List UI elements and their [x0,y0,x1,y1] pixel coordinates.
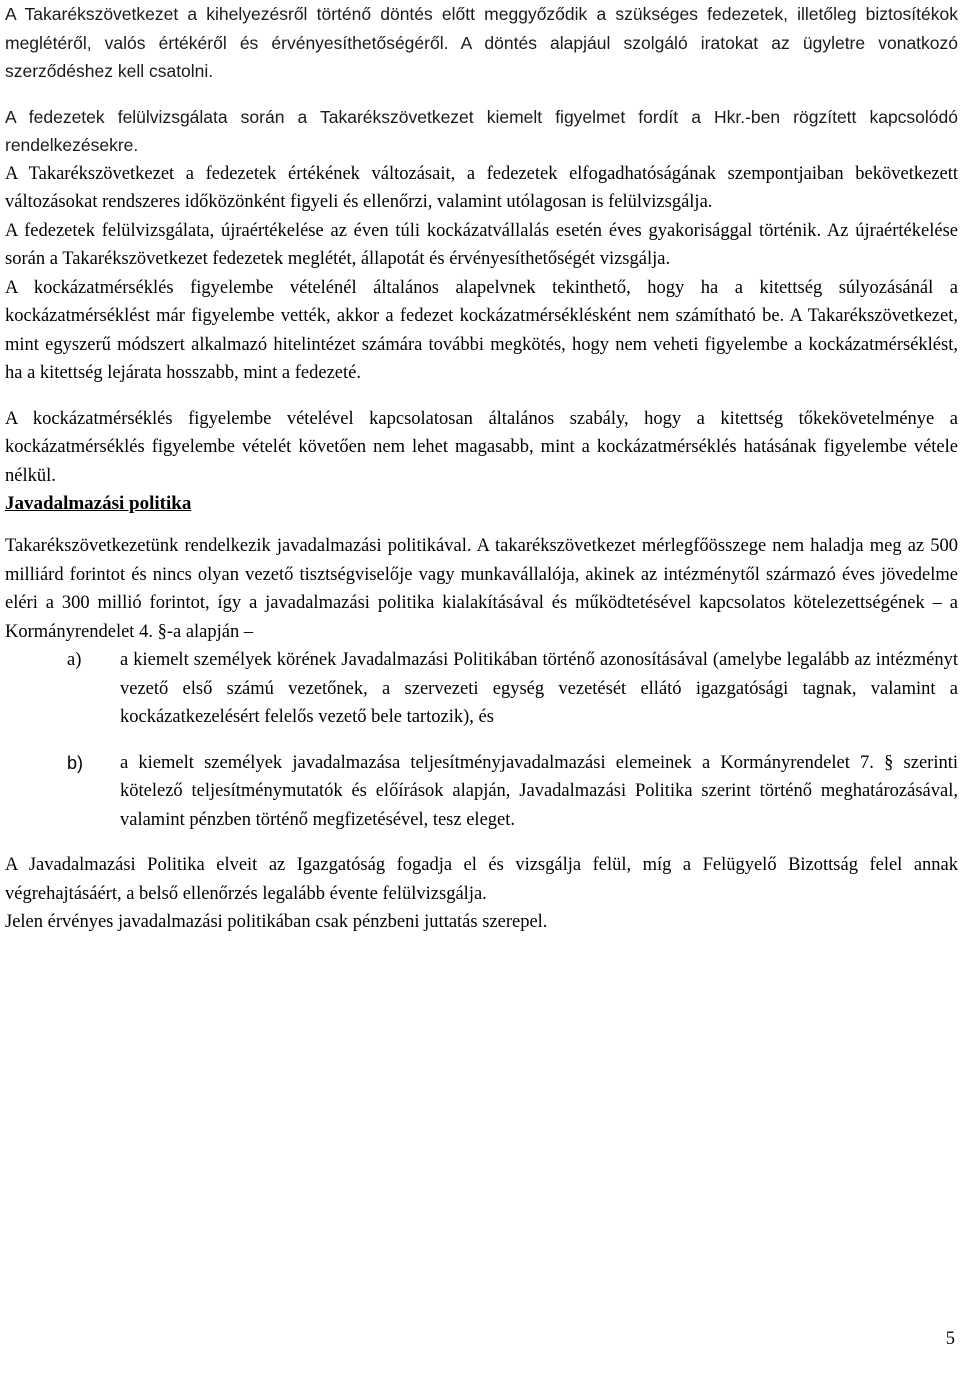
list-marker: b) [67,752,84,773]
list-item [5,749,958,835]
paragraph-capital-requirement-rule: A kockázatmérséklés figyelembe vételével kapcsolatosan általános szabály, hogy a kitettség tőkekövetelménye a kockázatmérséklés figyelembe vételét követően nem lehet magasabb, mint a kockázatmérséklés hatásának figyelembe vétele nélkül. [5,408,958,486]
list-item-text: a kiemelt személyek körének Javadalmazási Politikában történő azonosításával (amelybe legalább az intézményt vezető első számú vezetőnek, a szervezeti egység vezetését ellátó igazgatósági tagnak, valamint a kockázatkezelésért felelős vezető bele tartozik), és [120,650,958,727]
paragraph-remuneration-intro: Takarékszövetkezetünk rendelkezik javadalmazási politikával. A takarékszövetkezet mérlegfőösszege nem haladja meg az 500 milliárd forintot és nincs olyan vezető tisztségviselője vagy munkavállalója, akinek az intézménytől származó éves jövedelme eléri a 300 millió forintot, így a javadalmazási politika kialakításával és működtetésével kapcsolatos kötelezettségének – a Kormányrendelet 4. §-a alapján – [5,536,958,642]
page-number: 5 [945,1329,955,1349]
paragraph-collateral-review: A fedezetek felülvizsgálata során a Takarékszövetkezet kiemelt figyelmet fordít a Hkr.-ben rögzített kapcsolódó rendelkezésekre. [5,106,958,155]
paragraph-revaluation: A fedezetek felülvizsgálata, újraértékelése az éven túli kockázatvállalás esetén éves gyakorisággal történik. Az újraértékelése során a Takarékszövetkezet fedezetek meglétét, állapotát és érvényesíthetőségét vizsgálja. [5,220,958,269]
section-heading-remuneration-policy: Javadalmazási politika [5,493,192,514]
list-marker: a) [67,650,82,670]
paragraph-policy-governance: A Javadalmazási Politika elveit az Igazgatóság fogadja el és vizsgálja felül, míg a Felügyelő Bizottság felel annak végrehajtásáért, a belső ellenőrzés legalább évente felülvizsgálja. [5,855,958,904]
list-item-text: a kiemelt személyek javadalmazása teljesítményjavadalmazási elemeinek a Kormányrendelet 7. § szerinti kötelező teljesítménymutatók és előírások alapján, Javadalmazási Politika szerint történő meghatározásával, valamint pénzben történő megfizetésével, tesz eleget. [120,752,958,830]
paragraph-collateral-decision: A Takarékszövetkezet a kihelyezésről történő döntés előtt meggyőződik a szükséges fedezetek, illetőleg biztosítékok meglétéről, valós értékéről és érvényesíthetőségéről. A döntés alapjául szolgáló iratokat az ügyletre vonatkozó szerződéshez kell csatolni. [5,4,958,81]
list-item [5,646,958,732]
paragraph-risk-mitigation-principle: A kockázatmérséklés figyelembe vételénél általános alapelvnek tekinthető, hogy ha a kitettség súlyozásánál a kockázatmérséklést már figyelembe vették, akkor a fedezet kockázatmérséklésként nem számítható be. A Takarékszövetkezet, mint egyszerű módszert alkalmazó hitelintézet számára további megkötés, hogy nem veheti figyelembe a kockázatmérséklést, ha a kitettség lejárata hosszabb, mint a fedezeté. [5,277,958,383]
remuneration-obligations-list [5,646,958,834]
paragraph-cash-benefits-only: Jelen érvényes javadalmazási politikában csak pénzbeni juttatás szerepel. [5,912,548,932]
document-page [5,0,958,937]
paragraph-collateral-monitoring: A Takarékszövetkezet a fedezetek értékének változásait, a fedezetek elfogadhatóságának szempontjaiban bekövetkezett változásokat rendszeres időközönként figyeli és ellenőrzi, valamint utólagosan is felülvizsgálja. [5,163,958,212]
